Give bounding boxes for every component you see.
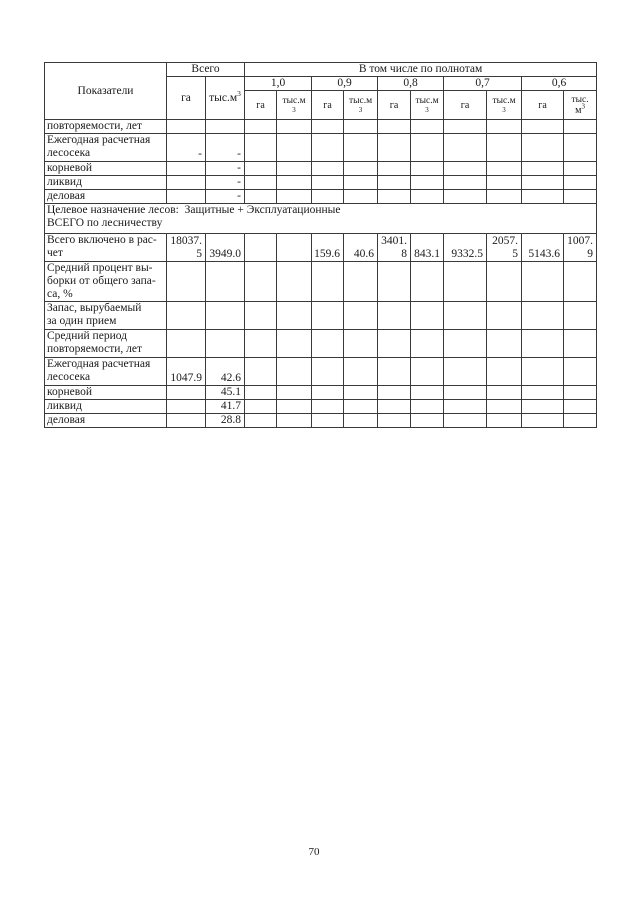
table-cell (277, 134, 312, 162)
table-cell (312, 262, 344, 302)
table-cell (522, 120, 564, 134)
table-cell: 3949.0 (206, 234, 245, 262)
table-cell (277, 414, 312, 428)
table-cell (277, 302, 312, 330)
table-cell (411, 330, 444, 358)
table-cell (245, 120, 277, 134)
table-cell (245, 358, 277, 386)
table-cell: - (206, 176, 245, 190)
table-cell (277, 262, 312, 302)
table-cell (312, 330, 344, 358)
table-cell: 42.6 (206, 358, 245, 386)
table-row (45, 358, 597, 386)
table-row (45, 120, 597, 134)
table-cell (344, 386, 378, 400)
table-cell: 45.1 (206, 386, 245, 400)
table-cell (487, 190, 522, 204)
table-cell (564, 120, 597, 134)
table-cell (411, 190, 444, 204)
table-cell (444, 302, 487, 330)
row-label: Ежегодная расчетная лесосека (45, 358, 167, 386)
row-label: деловая (45, 414, 167, 428)
table-cell (564, 134, 597, 162)
table-cell (444, 162, 487, 176)
header-total-ha: га (167, 77, 206, 120)
header-volume: тыс.м 3 (277, 91, 312, 120)
table-cell (167, 400, 206, 414)
table-cell (312, 386, 344, 400)
table-cell (444, 358, 487, 386)
row-label: Запас, вырубаемый за один прием (45, 302, 167, 330)
table-cell (167, 414, 206, 428)
header-volume: тыс.м 3 (487, 91, 522, 120)
table-cell: 3401.8 (378, 234, 411, 262)
section-title: Целевое назначение лесов: Защитные + Эксплуатационные ВСЕГО по лесничеству (45, 204, 597, 234)
header-volume: тыс. $м^3$ (564, 91, 597, 120)
row-label: Всего включено в рас- чет (45, 234, 167, 262)
section-row (45, 204, 597, 234)
table-row (45, 330, 597, 358)
table-cell (312, 414, 344, 428)
table-cell (277, 234, 312, 262)
table-row (45, 400, 597, 414)
table-cell (312, 176, 344, 190)
table-cell (344, 176, 378, 190)
table-cell (344, 330, 378, 358)
table-cell (344, 120, 378, 134)
table-cell (564, 330, 597, 358)
table-row (45, 176, 597, 190)
table-cell (487, 262, 522, 302)
table-cell (487, 358, 522, 386)
table-row (45, 414, 597, 428)
table-cell (245, 234, 277, 262)
table-row (45, 234, 597, 262)
table-cell (378, 330, 411, 358)
table-cell: 28.8 (206, 414, 245, 428)
table-cell (444, 176, 487, 190)
table-cell (378, 358, 411, 386)
table-cell (522, 386, 564, 400)
table-cell (245, 134, 277, 162)
table-cell: - (206, 190, 245, 204)
table-cell (564, 176, 597, 190)
header-ha: га (444, 91, 487, 120)
header-density-0-9: 0,9 (312, 77, 378, 91)
table-cell (411, 400, 444, 414)
table-cell (344, 134, 378, 162)
table-cell: - (206, 134, 245, 162)
table-cell (444, 414, 487, 428)
row-label: ликвид (45, 176, 167, 190)
table-cell (487, 386, 522, 400)
table-cell (487, 330, 522, 358)
row-label: Средний процент вы- борки от общего запа- са, % (45, 262, 167, 302)
table-cell (411, 134, 444, 162)
table-cell (245, 414, 277, 428)
table-cell (245, 386, 277, 400)
table-cell (378, 176, 411, 190)
table-cell (378, 302, 411, 330)
table-cell (245, 302, 277, 330)
table-cell: 18037.5 (167, 234, 206, 262)
table-cell (411, 162, 444, 176)
table-cell (206, 120, 245, 134)
table-cell (312, 190, 344, 204)
table-cell (245, 330, 277, 358)
table-cell: 1007.9 (564, 234, 597, 262)
table-cell (444, 330, 487, 358)
table-row (45, 134, 597, 162)
table-cell (344, 414, 378, 428)
header-density-0-8: 0,8 (378, 77, 444, 91)
forest-felling-table (44, 62, 597, 428)
table-cell (522, 414, 564, 428)
header-density-1-0: 1,0 (245, 77, 312, 91)
table-cell: 9332.5 (444, 234, 487, 262)
table-cell (411, 358, 444, 386)
table-cell (487, 176, 522, 190)
table-cell (245, 262, 277, 302)
table-row (45, 262, 597, 302)
table-cell (487, 414, 522, 428)
table-row (45, 162, 597, 176)
table-cell (378, 262, 411, 302)
table-cell (277, 386, 312, 400)
table-cell: 843.1 (411, 234, 444, 262)
table-cell (564, 302, 597, 330)
table-cell (312, 358, 344, 386)
table-cell (344, 400, 378, 414)
table-cell (277, 162, 312, 176)
table-cell (411, 386, 444, 400)
table-cell (522, 330, 564, 358)
table-cell (378, 400, 411, 414)
table-cell (411, 414, 444, 428)
header-ha: га (312, 91, 344, 120)
table-cell (564, 400, 597, 414)
table-cell (444, 386, 487, 400)
table-body (45, 120, 597, 428)
table-cell (167, 190, 206, 204)
table-row (45, 190, 597, 204)
table-cell (411, 302, 444, 330)
header-volume: тыс.м 3 (411, 91, 444, 120)
table-cell (522, 134, 564, 162)
table-cell (277, 190, 312, 204)
table-cell (277, 358, 312, 386)
table-cell (522, 262, 564, 302)
table-cell (378, 190, 411, 204)
table-cell (277, 400, 312, 414)
table-cell (344, 162, 378, 176)
table-cell (487, 120, 522, 134)
table-cell: 1047.9 (167, 358, 206, 386)
table-cell (167, 120, 206, 134)
row-label: повторяемости, лет (45, 120, 167, 134)
table-cell (206, 302, 245, 330)
table-cell (312, 162, 344, 176)
header-ha: га (522, 91, 564, 120)
table-cell (564, 386, 597, 400)
table-cell (245, 400, 277, 414)
table-cell (522, 176, 564, 190)
table-cell (522, 162, 564, 176)
table-cell (444, 190, 487, 204)
table-cell (564, 162, 597, 176)
table-cell (378, 120, 411, 134)
row-label: ликвид (45, 400, 167, 414)
table-cell (206, 330, 245, 358)
table-cell (344, 302, 378, 330)
row-label: Средний период повторяемости, лет (45, 330, 167, 358)
table-cell: 41.7 (206, 400, 245, 414)
table-cell (277, 330, 312, 358)
table-cell (206, 262, 245, 302)
table-cell: 5143.6 (522, 234, 564, 262)
table-cell (378, 162, 411, 176)
table-cell (522, 400, 564, 414)
table-row (45, 386, 597, 400)
table-cell (522, 190, 564, 204)
table-cell: 2057.5 (487, 234, 522, 262)
table-cell (487, 134, 522, 162)
table-cell: 40.6 (344, 234, 378, 262)
table-cell (564, 262, 597, 302)
table-cell (245, 162, 277, 176)
table-cell (522, 358, 564, 386)
table-cell (411, 262, 444, 302)
table-cell (167, 302, 206, 330)
table-cell (344, 262, 378, 302)
table-cell (245, 176, 277, 190)
table-cell (564, 414, 597, 428)
header-included-by-density: В том числе по полнотам (245, 63, 597, 77)
header-density-0-6: 0,6 (522, 77, 597, 91)
table-cell (378, 414, 411, 428)
row-label: корневой (45, 386, 167, 400)
table-cell (564, 358, 597, 386)
row-label: корневой (45, 162, 167, 176)
table-cell (444, 120, 487, 134)
header-total: Всего (167, 63, 245, 77)
table-cell (444, 134, 487, 162)
header-indicators: Показатели (45, 63, 167, 120)
table-cell (344, 190, 378, 204)
table-cell (167, 162, 206, 176)
table-cell (167, 330, 206, 358)
table-cell: - (206, 162, 245, 176)
table-cell (312, 302, 344, 330)
table-cell (444, 262, 487, 302)
table-cell (277, 120, 312, 134)
row-label: деловая (45, 190, 167, 204)
table-cell (411, 176, 444, 190)
header-volume: тыс.м 3 (344, 91, 378, 120)
table-cell (411, 120, 444, 134)
table-cell (312, 134, 344, 162)
table-cell (522, 302, 564, 330)
table-cell (487, 400, 522, 414)
table-cell (277, 176, 312, 190)
table-cell (167, 176, 206, 190)
table-cell (378, 386, 411, 400)
header-ha: га (378, 91, 411, 120)
table-cell (444, 400, 487, 414)
table-cell (344, 358, 378, 386)
header-total-volume: $тыс.м^3$ (206, 77, 245, 120)
table-cell (312, 400, 344, 414)
table-cell (167, 386, 206, 400)
page-number: 70 (308, 846, 320, 858)
table-cell (312, 120, 344, 134)
row-label: Ежегодная расчетная лесосека (45, 134, 167, 162)
table-cell (378, 134, 411, 162)
table-cell (487, 162, 522, 176)
table-cell (167, 262, 206, 302)
header-density-0-7: 0,7 (444, 77, 522, 91)
table-cell (487, 302, 522, 330)
table-cell (245, 190, 277, 204)
table-row (45, 302, 597, 330)
table-cell: 159.6 (312, 234, 344, 262)
table-cell (564, 190, 597, 204)
table-cell: - (167, 134, 206, 162)
header-ha: га (245, 91, 277, 120)
